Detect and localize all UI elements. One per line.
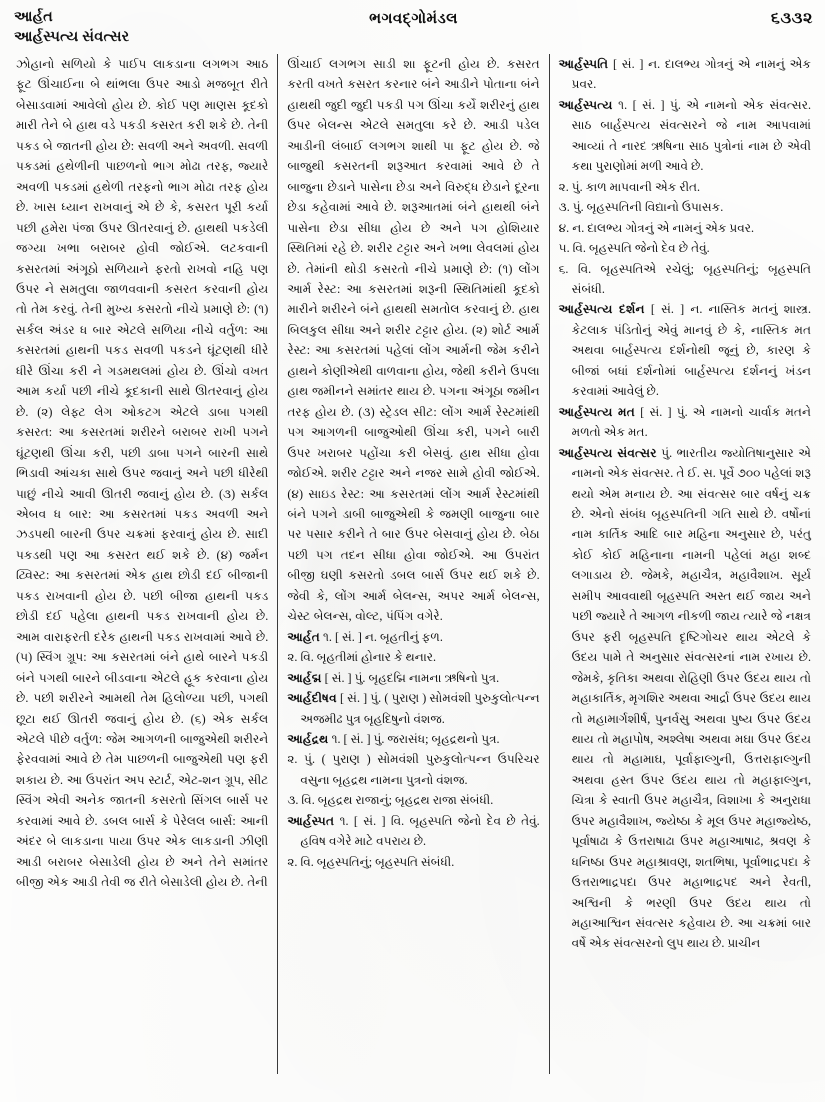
- paragraph: ઊંચાઈ લગભગ સાડી શા ફૂટની હોય છે. કસરત કરતી વખતે કસરત કરનાર બંને આડીને પોતાના બંને હાથથી જુદી જુદી પકડી પગ ઊંચા કર્યે શરીરનું હાથ ઉપર બેલન્સ એટલે સમતુલા કરે છે. આડી પડેલ આડીની લંબાઈ લગભગ શાથી પા ફૂટ હોય છે. જે બાજુથી કસરતની શરૂઆત કરવામાં આવે છે તે બાજુના છેડાને પાસેના છેડા અને વિરુદ્ધ છેડાને દૂરના છેડા કહેવામાં આવે છે. શરૂઆતમાં બંને હાથથી બંને પાસેના છેડા સીધા હોય છે અને પગ હોશિયાર સ્થિતિમાં રહે છે. શરીર ટટ્ટાર અને ખભા લેવલમાં હોય છે. તેમાંની થોડી કસરતો નીચે પ્રમાણે છે: (૧) લોંગ આર્મ રેસ્ટ: આ કસરતમાં શરૂની સ્થિતિમાંથી કૂદકો મારીને શરીરને બંને હાથથી સમતોલ કરવાનું છે. હાથ બિલકુલ સીધા અને શરીર ટટ્ટાર હોય. (૨) શોર્ટ આર્મ રેસ્ટ: આ કસરતમાં પહેલાં લોંગ આર્મની જેમ કરીને હાથને કોણીએથી વાળવાના હોય, જેથી કરીને ઉપલા હાથ જમીનને સમાંતર થાય છે. પગના અંગૂઠા જમીન તરફ હોય છે. (૩) સ્ટ્રેડલ સીટ: લોંગ આર્મ રેસ્ટમાંથી પગ આગળની બાજુઓથી ઊંચા કરી, પગને બારી ઉપર ખરાબર પહોંચા કરી બેસવું. હાથ સીધા હોવા જોઈએ. શરીર ટટ્ટાર અને નજર સામે હોવી જોઈએ. (૪) સાઇડ રેસ્ટ: આ કસરતમાં લોંગ આર્મ રેસ્ટમાંથી બંને પગને ડાબી બાજુએથી કે જમણી બાજુના બાર પર પસાર કરીને તે બાર ઉપર બેસવાનું હોય છે. બેઠા પછી પગ તદન સીધા હોવા જોઈએ. આ ઉપરાંત બીજી ઘણી કસરતો ડબલ બાર્સ ઉપર થઈ શકે છે. જેવી કે, લોંગ આર્મ બેલન્સ, અપર આર્મ બેલન્સ, ચેસ્ટ બેલન્સ, વોલ્ટ, પંપિંગ વગેરે.: [287, 57, 540, 624]
- entry-line: [559, 443, 811, 954]
- dictionary-entry: [287, 811, 539, 872]
- dictionary-entry: [287, 729, 539, 811]
- headword: આર્હદીષવ: [287, 691, 337, 706]
- paragraph: ઝોહાનો સળિયો કે પાઈપ લાકડાના લગભગ આઠ ફૂટ ઊંચાઈના બે થાંભલા ઉપર આડો મજબૂત રીતે બેસાડવામાં આવેલો હોય છે. કોઈ પણ માણસ કૂદકો મારી તેને બે હાથ વડે પકડી કસરત કરી શકે છે. તેની પકડ બે જાતની હોય છે: સવળી અને અવળી. સવળી પકડમાં હથેળીની પાછળનો ભાગ મોઢા તરફ, જ્યારે અવળી પકડમાં હથેળી તરફનો ભાગ મોઢા તરફ હોય છે. ખાસ ધ્યાન રાખવાનું એ છે કે, કસરત પૂરી કર્યા પછી હમેરા પંજા ઉપર ઊતરવાનું છે. હાથથી પકડેલી જગ્યા ખભા બરાબર હોવી જોઈએ. લટકવાની કસરતમાં અંગૂઠો સળિયાને ફરતો રાખવો નહિ પણ ઉપર ને સમતુલા જાળવવાની કસરત કરવાની હોય તો તેમ કરવું. તેની મુખ્ય કસરતો નીચે પ્રમાણે છે: (૧) સર્કલ અંડર ધ બાર એટલે સળિયા નીચે વર્તુળ: આ કસરતમાં હાથની પકડ સવળી પકડને ઘૂંટણથી ધીરે ધીરે ઊંચા કરી ને ગડમથલમાં હોય છે. ઊંચો વખત આમ કર્યા પછી નીચે કૂદકાની સાથે ઊતરવાનું હોય છે. (૨) લેફ્ટ લેગ ઓકટગ એટલે ડાબા પગથી કસરત: આ કસરતમાં શરીરને બરાબર રાખી પગને ઘૂંટણથી ઊંચા કરી, પછી ડાબા પગને બારની સાથે ભિડાવી આંચકા સાથે ઉપર જવાનું અને પછી ધીરેથી પાછું નીચે આવી ઊતરી જવાનું હોય છે. (૩) સર્કલ એબવ ધ બાર: આ કસરતમાં પકડ અવળી અને ઝડપથી બારની ઉપર ચક્રમાં ફરવાનું હોય છે. સાદી પકડથી પણ આ કસરત થઈ શકે છે. (૪) જર્મન ટ્વિસ્ટ: આ કસરતમાં એક હાથ છોડી દઈ બીજાની પકડ રાખવાની હોય છે. પછી બીજા હાથની પકડ છોડી દઈ પહેલા હાથની પકડ રાખવાની હોય છે. આમ વારાફરતી દરેક હાથની પકડ રાખવામાં આવે છે. (૫) સ્વિંગ ગ્રૂપ: આ કસરતમાં બંને હાથે બારને પકડી બંને પગથી બારને બીડવાના એટલે હૂક કરવાના હોય છે. પછી શરીરને આમથી તેમ હિલોળ્યા પછી, પગથી છૂટા થઈ ઊતરી જવાનું હોય છે. (૬) એક સર્કલ એટલે પીછે વર્તુળ: જેમ આગળની બાજુએથી શરીરને ફેરવવામાં આવે છે તેમ પાછળની બાજુએથી પણ ફરી શકાય છે. આ ઉપરાંત અપ સ્ટાર્ટ, એટ-શન ગ્રૂપ, સીટ સ્વિંગ એવી અનેક જાતની કસરતો સિંગલ બાર્સ પર કરવામાં આવે છે. ડબલ બાર્સ કે પેરેલલ બાર્સ: આની અંદર બે લાકડાના પાયા ઉપર એક લાકડાની ઝીણી આડી બરાબર બેસાડેલી હોય છે અને તેને સમાંતર બીજી એક આડી તેવી જ રીતે બેસાડેલી હોય છે. તેની: [16, 57, 269, 890]
- sense-line: ૫. વિ. બૃહસ્પતિ જેનો દેવ છે તેવું.: [558, 241, 710, 256]
- entry-line: [287, 811, 539, 852]
- dictionary-entry: [559, 54, 811, 95]
- entry-line: [559, 402, 811, 443]
- column-rule-1: [277, 54, 278, 1074]
- text-column-3: [555, 54, 815, 1074]
- sense-text: ૧. [ સં. ] પું. એ નામનો એક સંવત્સર. સાઠ બાર્હસ્પત્ય સંવત્સરને જે નામ આપવામાં આવ્યાં તે નારદ ઋષિના સાઠ પુત્રોનાં નામ છે એવી કથા પુરાણોમાં મળી આવે છે.: [571, 97, 811, 174]
- headword: આર્હસ્પતિ: [558, 57, 609, 71]
- sense-text: ૧. [ સં. ] વિ. બૃહસ્પતિ જેનો દેવ છે તેવું. હવિષ વગેરે માટે વપરાય છે.: [300, 813, 540, 849]
- headword: આર્હદ્મ: [287, 670, 322, 685]
- sense-line: ૪. ન. દાલભ્ય ગોત્રનું એ નામનું એક પ્રવર.: [558, 220, 755, 235]
- sense-line: ૨. વિ. બૃહતીમાં હોનાર કે થનાર.: [287, 650, 437, 665]
- entry-line: [559, 299, 811, 401]
- sense-line: ૬. વિ. બૃહસ્પતિએ રચેલું; બૃહસ્પતિનું; બૃહસ્પતિ સંબંધી.: [558, 261, 811, 296]
- sense-text: [ સં. ] ન. દાલભ્ય ગોત્રનું એ નામનું એક પ્રવર.: [571, 57, 811, 92]
- text-column-1: [12, 54, 272, 1074]
- running-head-center: [14, 10, 813, 28]
- entry-line: [287, 729, 539, 749]
- entry-line: [559, 95, 811, 177]
- dictionary-entry: [559, 299, 811, 401]
- headword: આર્હત: [287, 629, 320, 644]
- sense-line: ૩. વિ. બૃહદ્રથ રાજાનું; બૃહદ્રથ રાજા સંબંધી.: [287, 793, 494, 808]
- entry-line: [287, 668, 539, 688]
- sense-text: પું. ભારતીય જ્યોતિષાનુસાર એ નામનો એક સંવત્સર. તે ઈ. સ. પૂર્વે ૭૦૦ પહેલાં શરૂ થયો એમ મનાય છે. આ સંવત્સર બાર વર્ષનું ચક્ર છે. એનો સંબંધ બૃહસ્પતિની ગતિ સાથે છે. વર્ષોનાં નામ કાર્તિક આદિ બાર મહિના અનુસાર છે, પરંતુ કોઈ કોઈ મહિનાના નામની પહેલાં મહા શબ્દ લગાડાય છે. જેમકે, મહાચૈત્ર, મહાવૈશાખ. સૂર્ય સમીપ આવવાથી બૃહસ્પતિ અસ્ત થઈ જાય અને પછી જ્યારે તે આગળ નીકળી જાય ત્યારે જે નક્ષત્ર ઉપર ફરી બૃહસ્પતિ દૃષ્ટિગોચર થાય એટલે કે ઉદય પામે તે અનુસાર સંવત્સરનાં નામ રખાય છે. જેમકે, કૃતિકા અથવા રોહિણી ઉપર ઉદય થાય તો મહાકાર્તિક, મૃગશિર અથવા આર્દ્રા ઉપર ઉદય થાય તો મહામાર્ગશીર્ષ, પુનર્વસુ અથવા પુષ્ય ઉપર ઉદય થાય તો મહાપોષ, અશ્લેષા અથવા મઘા ઉપર ઉદય થાય તો મહામાઘ, પૂર્વાફાલ્ગુની, ઉત્તરાફાલ્ગુની અથવા હસ્ત ઉપર ઉદય થાય તો મહાફાલ્ગુન, ચિત્રા કે સ્વાતી ઉપર મહાચૈત્ર, વિશાખા કે અનુરાધા ઉપર મહાવૈશાખ, જ્યેષ્ઠા કે મૂલ ઉપર મહાજ્યેષ્ઠ, પૂર્વાષાઢા કે ઉત્તરાષાઢા ઉપર મહાઆષાઢ, શ્રવણ કે ધનિષ્ઠા ઉપર મહાશ્રાવણ, શતભિષા, પૂર્વાભાદ્રપદા કે ઉત્તરાભાદ્રપદા ઉપર મહાભાદ્રપદ અને રેવતી, અશ્વિની કે ભરણી ઉપર ઉદય થાય તો મહાઆશ્વિન સંવત્સર કહેવાય છે. આ ચક્રમાં બાર વર્ષે એક સંવત્સરનો લુપ થાય છે. પ્રાચીન: [571, 445, 811, 951]
- headword: આર્હસ્પત્ય: [558, 97, 613, 112]
- headword: આર્હસ્પત્ય સંવત્સર: [558, 445, 657, 460]
- sense-text: [ સં. ] પું. બૃહદદ્મિ નામના ઋષિનો પુત્ર.: [324, 670, 500, 685]
- sense-line: ૨. પું. કાળ માપવાની એક રીત.: [558, 179, 701, 194]
- entry-line: [287, 688, 539, 729]
- dictionary-entry: [287, 668, 539, 688]
- book-title: ભગવદ્ગોમંડલ: [369, 11, 458, 27]
- sense-line: ૨. વિ. બૃહસ્પતિનું; બૃહસ્પતિ સંબંધી.: [287, 854, 455, 869]
- column-rule-2: [549, 54, 550, 1074]
- dictionary-entry: [559, 95, 811, 300]
- dictionary-entry: [287, 688, 539, 729]
- sense-line: ૨. પું. ( પુરાણ ) સોમવંશી પુરુકુલોત્પન્ન ઉપરિચર વસુના બૃહદ્રથ નામના પુત્રનો વંશજ.: [287, 752, 540, 787]
- headword: આર્હદ્રથ: [287, 731, 329, 746]
- sense-text: ૧. [ સં. ] ન. બૃહતીનું ફળ.: [322, 629, 443, 644]
- running-head-word-second: આર્હસ્પત્ય સંવત્સર: [14, 28, 130, 45]
- entry-line: [287, 627, 539, 647]
- headword: આર્હસ્પત્ય મત: [558, 404, 635, 419]
- sense-text: [ સં. ] પું. એ નામનો ચાર્વાક મતને મળતો એક મત.: [571, 404, 811, 440]
- sense-line: ૩. પું. બૃહસ્પતિની વિદ્યાનો ઉપાસક.: [558, 200, 724, 215]
- page-number: ૬૩૩૨: [770, 10, 813, 27]
- running-head: [14, 8, 813, 54]
- headword: આર્હસ્પત્ય દર્શન: [558, 302, 645, 317]
- column-container: [12, 54, 815, 1074]
- text-column-2: [283, 54, 543, 1074]
- running-head-word-first: આર્હત: [14, 9, 53, 25]
- dictionary-entry: [287, 627, 539, 668]
- sense-text: [ સં. ] ન. નાસ્તિક મતનું શાસ્ત્ર. કેટલાક પંડિતોનું એવું માનવું છે કે, નાસ્તિક મત અથવા બાર્હસ્પત્ય દર્શનોથી જૂનું છે, કારણ કે બીજાં બધાં દર્શનોમાં બાર્હસ્પત્ય દર્શનનું ખંડન કરવામાં આવેલું છે.: [571, 302, 811, 399]
- sense-text: [ સં. ] પું. ( પુરાણ ) સોમવંશી પુરુકુલોત્પન્ન અજમીઢ પુત્ર બૃહદિષુનો વંશજ.: [300, 691, 540, 726]
- entry-line: [559, 54, 811, 95]
- sense-text: ૧. [ સં. ] પું. જરાસંધ; બૃહદ્રથનો પુત્ર.: [331, 731, 500, 746]
- dictionary-entry: [559, 443, 811, 954]
- headword: આર્હસ્પત: [287, 813, 335, 828]
- dictionary-entry: [559, 402, 811, 443]
- running-head-right: [771, 10, 813, 28]
